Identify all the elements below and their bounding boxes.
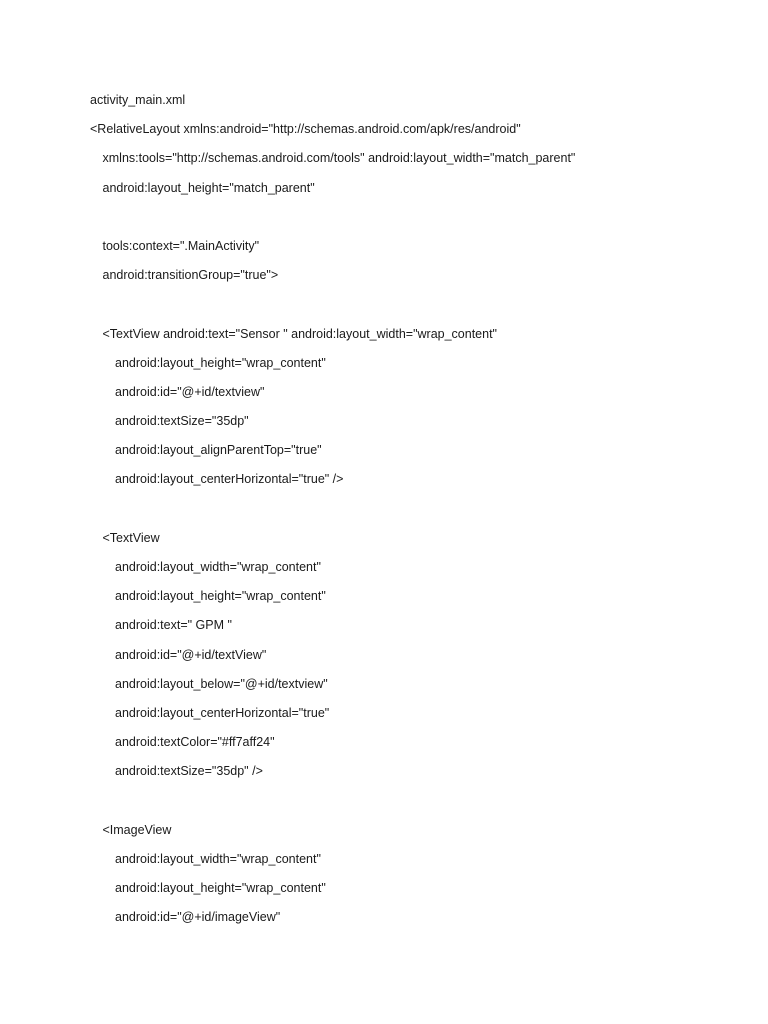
code-line: xmlns:tools="http://schemas.android.com/tools" android:layout_width="match_parent" bbox=[102, 151, 576, 166]
code-line: <TextView bbox=[102, 530, 160, 545]
blank-line bbox=[90, 209, 730, 238]
code-line: <ImageView bbox=[102, 822, 172, 837]
code-line: android:layout_below="@+id/textview" bbox=[115, 676, 328, 691]
code-line: <RelativeLayout xmlns:android="http://schemas.android.com/apk/res/android" bbox=[90, 122, 521, 137]
blank-line bbox=[90, 793, 730, 822]
code-line: android:transitionGroup="true"> bbox=[102, 268, 279, 283]
blank-line bbox=[90, 501, 730, 530]
code-line: android:layout_height="wrap_content" bbox=[115, 589, 326, 604]
code-line: android:layout_centerHorizontal="true" /> bbox=[115, 472, 344, 487]
code-line: android:layout_centerHorizontal="true" bbox=[115, 705, 330, 720]
code-line: android:id="@+id/imageView" bbox=[115, 910, 281, 925]
code-line: activity_main.xml bbox=[90, 93, 186, 107]
code-line: android:id="@+id/textview" bbox=[115, 384, 265, 399]
code-line: android:id="@+id/textView" bbox=[115, 647, 267, 662]
code-line: android:layout_height="wrap_content" bbox=[115, 881, 326, 896]
code-line: android:layout_height="wrap_content" bbox=[115, 355, 326, 370]
code-line: android:text=" GPM " bbox=[115, 618, 232, 633]
code-line: android:textSize="35dp" bbox=[115, 414, 249, 429]
code-line: android:layout_width="wrap_content" bbox=[115, 560, 321, 574]
code-line: android:layout_height="match_parent" bbox=[102, 180, 315, 195]
code-line: android:textColor="#ff7aff24" bbox=[115, 735, 275, 750]
blank-line bbox=[90, 296, 730, 325]
code-line: <TextView android:text="Sensor " android:layout_width="wrap_content" bbox=[102, 326, 497, 341]
code-line: tools:context=".MainActivity" bbox=[102, 238, 260, 253]
code-line: android:layout_alignParentTop="true" bbox=[115, 443, 322, 458]
code-line: android:textSize="35dp" /> bbox=[115, 764, 263, 779]
code-line: android:layout_width="wrap_content" bbox=[115, 851, 321, 866]
code-listing bbox=[90, 92, 730, 938]
